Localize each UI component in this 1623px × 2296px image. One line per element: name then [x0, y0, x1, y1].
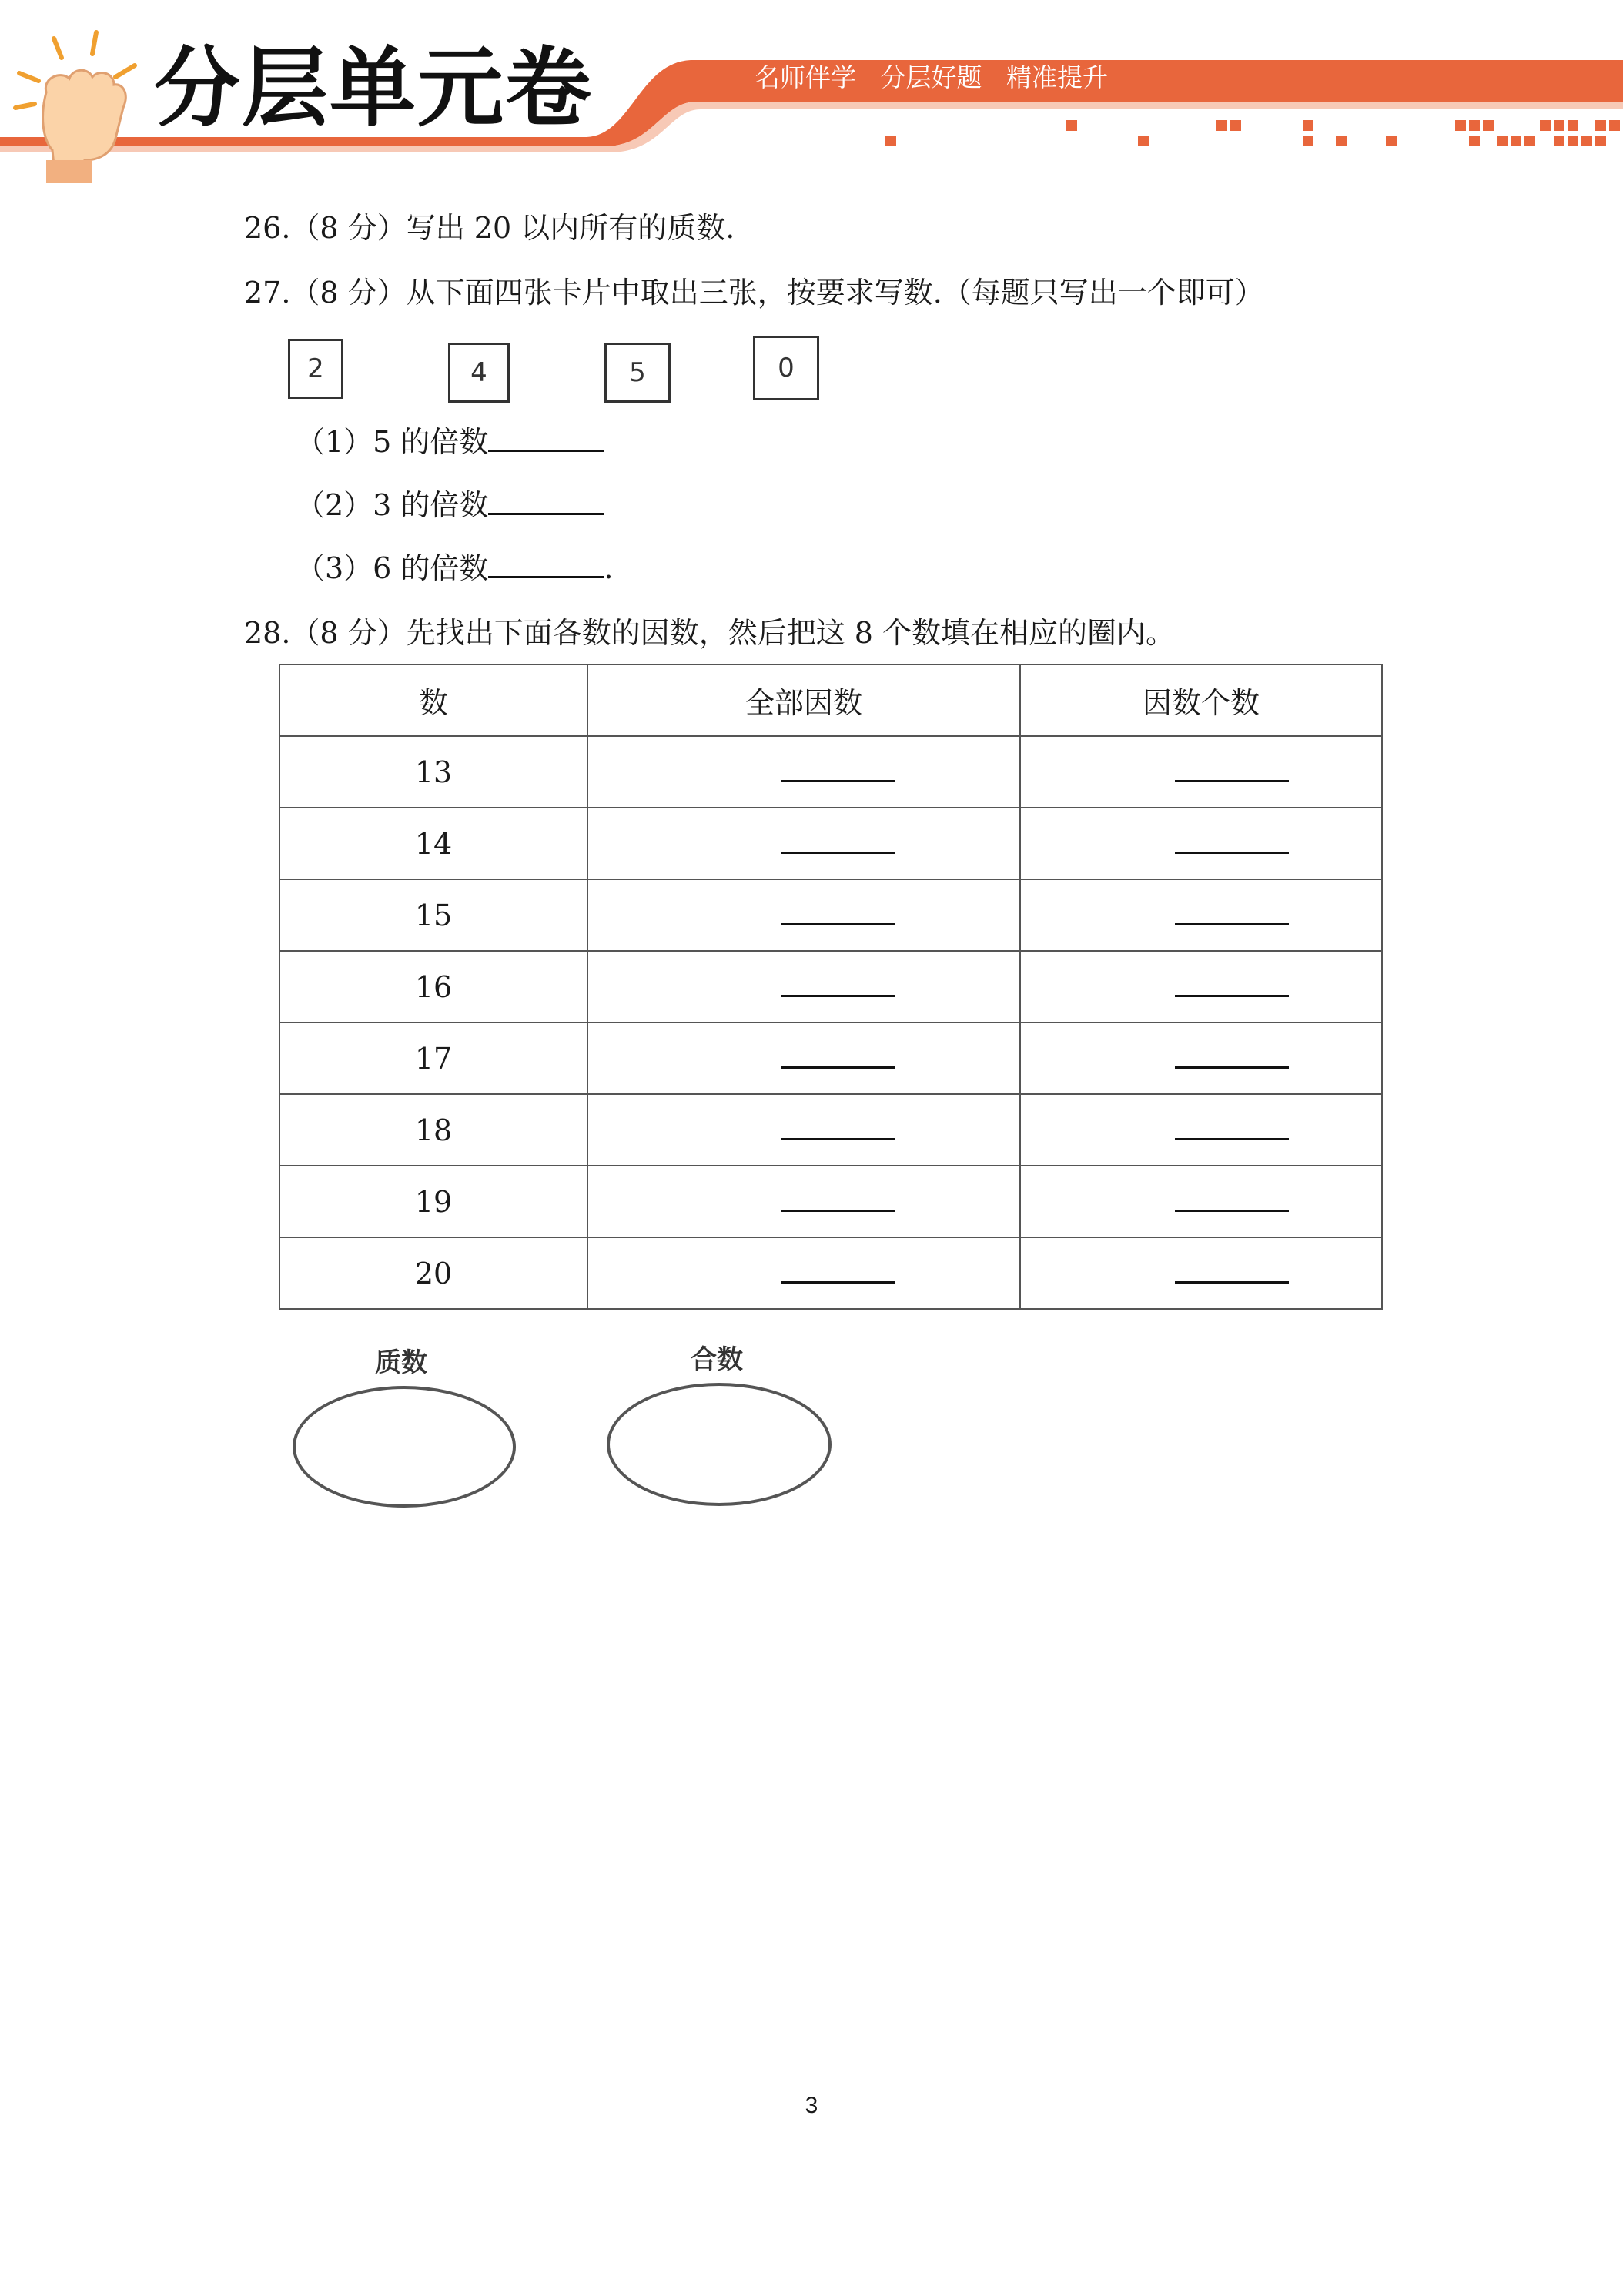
factor-count-cell[interactable] — [1020, 951, 1382, 1022]
table-row — [279, 879, 1382, 951]
factor-count-cell[interactable] — [1020, 1166, 1382, 1237]
header-slogan: 名师伴学 分层好题 精准提升 — [755, 62, 1108, 92]
number-cell: 20 — [279, 1237, 587, 1309]
factor-count-cell[interactable] — [1020, 879, 1382, 951]
question-27: 27.（8 分）从下面四张卡片中取出三张，按要求写数.（每题只写出一个即可） — [244, 276, 1264, 310]
composite-numbers-circle[interactable] — [607, 1383, 832, 1506]
number-cell: 19 — [279, 1166, 587, 1237]
answer-blank[interactable] — [488, 487, 604, 515]
factor-count-cell[interactable] — [1020, 1022, 1382, 1094]
page-number: 3 — [805, 2093, 818, 2118]
factors-cell[interactable] — [587, 1166, 1020, 1237]
factors-cell[interactable] — [587, 879, 1020, 951]
table-row — [279, 1022, 1382, 1094]
question-27-part-3 — [296, 548, 614, 588]
number-card: 0 — [753, 336, 819, 400]
factors-cell[interactable] — [587, 736, 1020, 808]
question-27-part-1 — [296, 422, 604, 462]
number-cell: 16 — [279, 951, 587, 1022]
decorative-squares — [885, 120, 1620, 146]
number-cell: 18 — [279, 1094, 587, 1166]
prime-numbers-circle[interactable] — [293, 1386, 516, 1508]
period: . — [604, 551, 614, 585]
factor-count-cell[interactable] — [1020, 736, 1382, 808]
prime-circle-label: 质数 — [375, 1347, 427, 1378]
factor-count-cell[interactable] — [1020, 1237, 1382, 1309]
table-row — [279, 736, 1382, 808]
column-header: 数 — [279, 664, 587, 736]
factor-count-cell[interactable] — [1020, 1094, 1382, 1166]
fist-icon — [8, 23, 154, 192]
factors-cell[interactable] — [587, 1237, 1020, 1309]
table-row — [279, 1237, 1382, 1309]
factors-cell[interactable] — [587, 1022, 1020, 1094]
composite-circle-label: 合数 — [691, 1344, 743, 1375]
factors-cell[interactable] — [587, 1094, 1020, 1166]
sub-question-label: （1）5 的倍数 — [296, 425, 489, 459]
sub-question-label: （2）3 的倍数 — [296, 488, 489, 522]
brand-title: 分层单元卷 — [154, 38, 593, 139]
table-row — [279, 951, 1382, 1022]
sub-question-label: （3）6 的倍数 — [296, 551, 489, 585]
question-27-part-2 — [296, 485, 604, 525]
question-26: 26.（8 分）写出 20 以内所有的质数. — [244, 211, 735, 245]
number-cell: 14 — [279, 808, 587, 879]
number-card: 2 — [288, 339, 343, 399]
factor-count-cell[interactable] — [1020, 808, 1382, 879]
number-cell: 17 — [279, 1022, 587, 1094]
page-header — [0, 0, 1623, 169]
answer-blank[interactable] — [488, 423, 604, 452]
table-row — [279, 1166, 1382, 1237]
number-cell: 13 — [279, 736, 587, 808]
factors-table — [279, 664, 1383, 1310]
number-card: 4 — [448, 343, 510, 403]
number-card: 5 — [604, 343, 671, 403]
table-row — [279, 1094, 1382, 1166]
table-row — [279, 808, 1382, 879]
factors-cell[interactable] — [587, 951, 1020, 1022]
column-header: 全部因数 — [587, 664, 1020, 736]
number-cell: 15 — [279, 879, 587, 951]
column-header: 因数个数 — [1020, 664, 1382, 736]
factors-cell[interactable] — [587, 808, 1020, 879]
answer-blank[interactable] — [488, 550, 604, 578]
question-28: 28.（8 分）先找出下面各数的因数，然后把这 8 个数填在相应的圈内。 — [244, 616, 1176, 650]
table-header-row — [279, 664, 1382, 736]
